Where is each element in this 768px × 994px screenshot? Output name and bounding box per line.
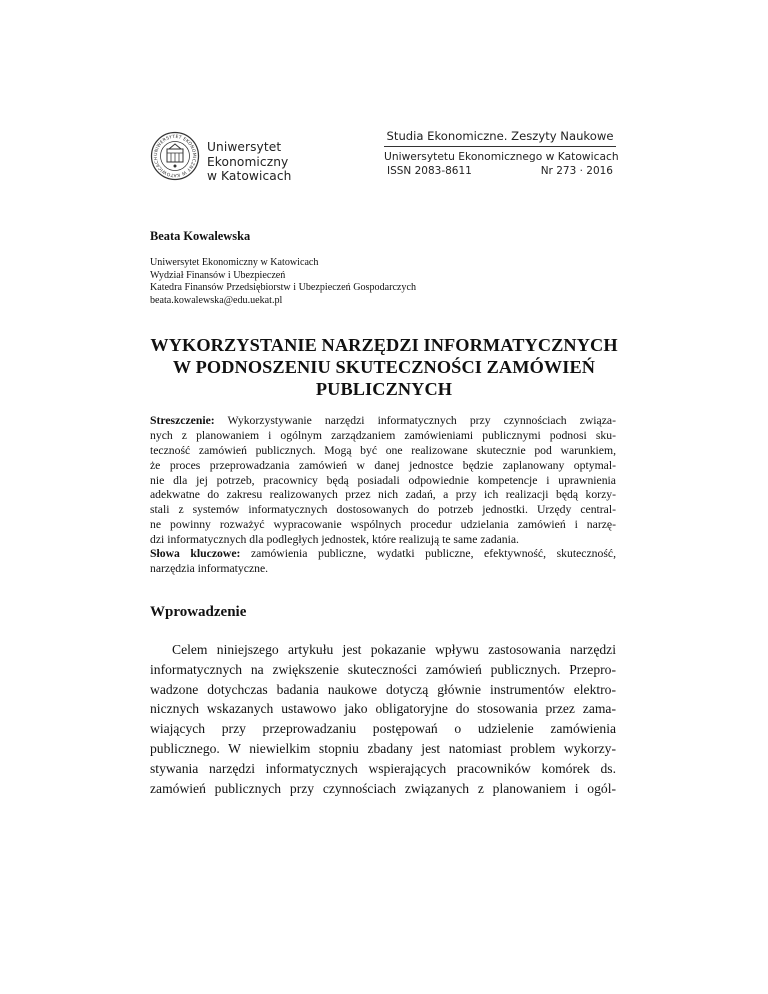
body-line: zamówień publicznych przy czynnościach związanych z planowaniem i ogól- — [150, 780, 616, 796]
page-header — [150, 128, 619, 190]
university-name-line3: w Katowicach — [207, 169, 292, 183]
abstract-line: że proces przeprowadzania zamówień w danej jednostce będzie zaplanowany optymal- — [150, 458, 616, 472]
university-seal-icon — [150, 131, 200, 181]
keywords-label: Słowa kluczowe: — [150, 547, 241, 560]
university-name-line1: Uniwersytet — [207, 140, 282, 154]
article-title-line: PUBLICZNYCH — [315, 379, 453, 399]
abstract-line: adekwatne do zakresu realizowanych przez nich zadań, a przy ich realizacji będą korzy- — [150, 488, 616, 502]
abstract-line: nie dla jej potrzeb, pracownicy będą posiadali odpowiednie kompetencje i uprawnienia — [150, 473, 616, 487]
author-affiliation — [150, 257, 416, 307]
journal-issue-number: Nr 273 · 2016 — [540, 165, 613, 177]
keywords-text: zamówienia publiczne, wydatki publiczne, efektywność, skuteczność, — [240, 547, 616, 560]
abstract-line — [150, 414, 616, 429]
abstract-line: ne powinny rozważyć wypracowanie wspólnych procedur udzielania zamówień i narzę- — [150, 518, 616, 532]
abstract-label: Streszczenie: — [150, 414, 215, 427]
university-logo — [150, 128, 290, 190]
keywords — [150, 547, 616, 577]
affiliation-email: beata.kowalewska@edu.uekat.pl — [150, 294, 283, 306]
section-heading: Wprowadzenie — [150, 604, 247, 620]
body-line: informatycznych na zwiększenie skuteczności zamówień publicznych. Przepro- — [150, 661, 616, 677]
body-line: nicznych wskazanych ustawowo jako obligatoryjne do stosowania przez zama- — [150, 701, 616, 717]
university-name-line2: Ekonomiczny — [207, 154, 289, 169]
body-line: publicznego. W niewielkim stopniu zbadany jest natomiast problem wykorzy- — [150, 740, 616, 756]
article-title-line: WYKORZYSTANIE NARZĘDZI INFORMATYCZNYCH — [150, 335, 618, 355]
body-line: Celem niniejszego artykułu jest pokazanie wpływu zastosowania narzędzi — [172, 642, 616, 657]
abstract-line: stali z systemów informatycznych dostosowanych do potrzeb jednostki. Urzędy central- — [150, 503, 616, 517]
body-paragraph — [150, 640, 616, 798]
journal-issn: ISSN 2083-8611 — [387, 165, 472, 177]
journal-info — [384, 128, 619, 179]
abstract-text: Wykorzystywanie narzędzi informatycznych przy czynnościach związa- — [214, 414, 616, 427]
body-line: stywania narzędzi informatycznych wspierających pracowników komórek ds. — [150, 760, 616, 776]
abstract-line: dzi informatycznych dla podległych jednostek, które realizują te same zadania. — [150, 533, 519, 547]
author-name: Beata Kowalewska — [150, 229, 251, 243]
article-title-line: W PODNOSZENIU SKUTECZNOŚCI ZAMÓWIEŃ — [172, 357, 596, 377]
university-name — [207, 140, 291, 184]
keywords-line: narzędzia informatyczne. — [150, 561, 269, 575]
seal-text: UNIWERSYTET EKONOMICZNY W KATOWICACH — [153, 134, 197, 178]
keywords-line — [150, 547, 616, 562]
body-line: wadzone dotychczas badania naukowe dotyczą głównie instrumentów elektro- — [150, 681, 616, 697]
affiliation-department: Katedra Finansów Przedsiębiorstw i Ubezpieczeń Gospodarczych — [150, 282, 416, 294]
affiliation-faculty: Wydział Finansów i Ubezpieczeń — [150, 269, 286, 281]
journal-divider — [384, 146, 616, 147]
journal-subtitle: Uniwersytetu Ekonomicznego w Katowicach — [384, 150, 619, 163]
affiliation-university: Uniwersytet Ekonomiczny w Katowicach — [150, 257, 319, 268]
journal-meta-row — [384, 164, 616, 179]
abstract-line: nych z planowaniem i ogólnym zarządzaniem zamówieniami publicznymi podnosi sku- — [150, 428, 616, 442]
abstract-line: teczność zamówień publicznych. Mogą być one realizowane skutecznie pod warunkiem, — [150, 443, 616, 457]
journal-title: Studia Ekonomiczne. Zeszyty Naukowe — [386, 129, 614, 143]
article-title — [130, 334, 638, 400]
body-line: wiających przy przeprowadzaniu postępowań o udzielenie zamówienia — [150, 721, 616, 737]
abstract — [150, 414, 616, 548]
